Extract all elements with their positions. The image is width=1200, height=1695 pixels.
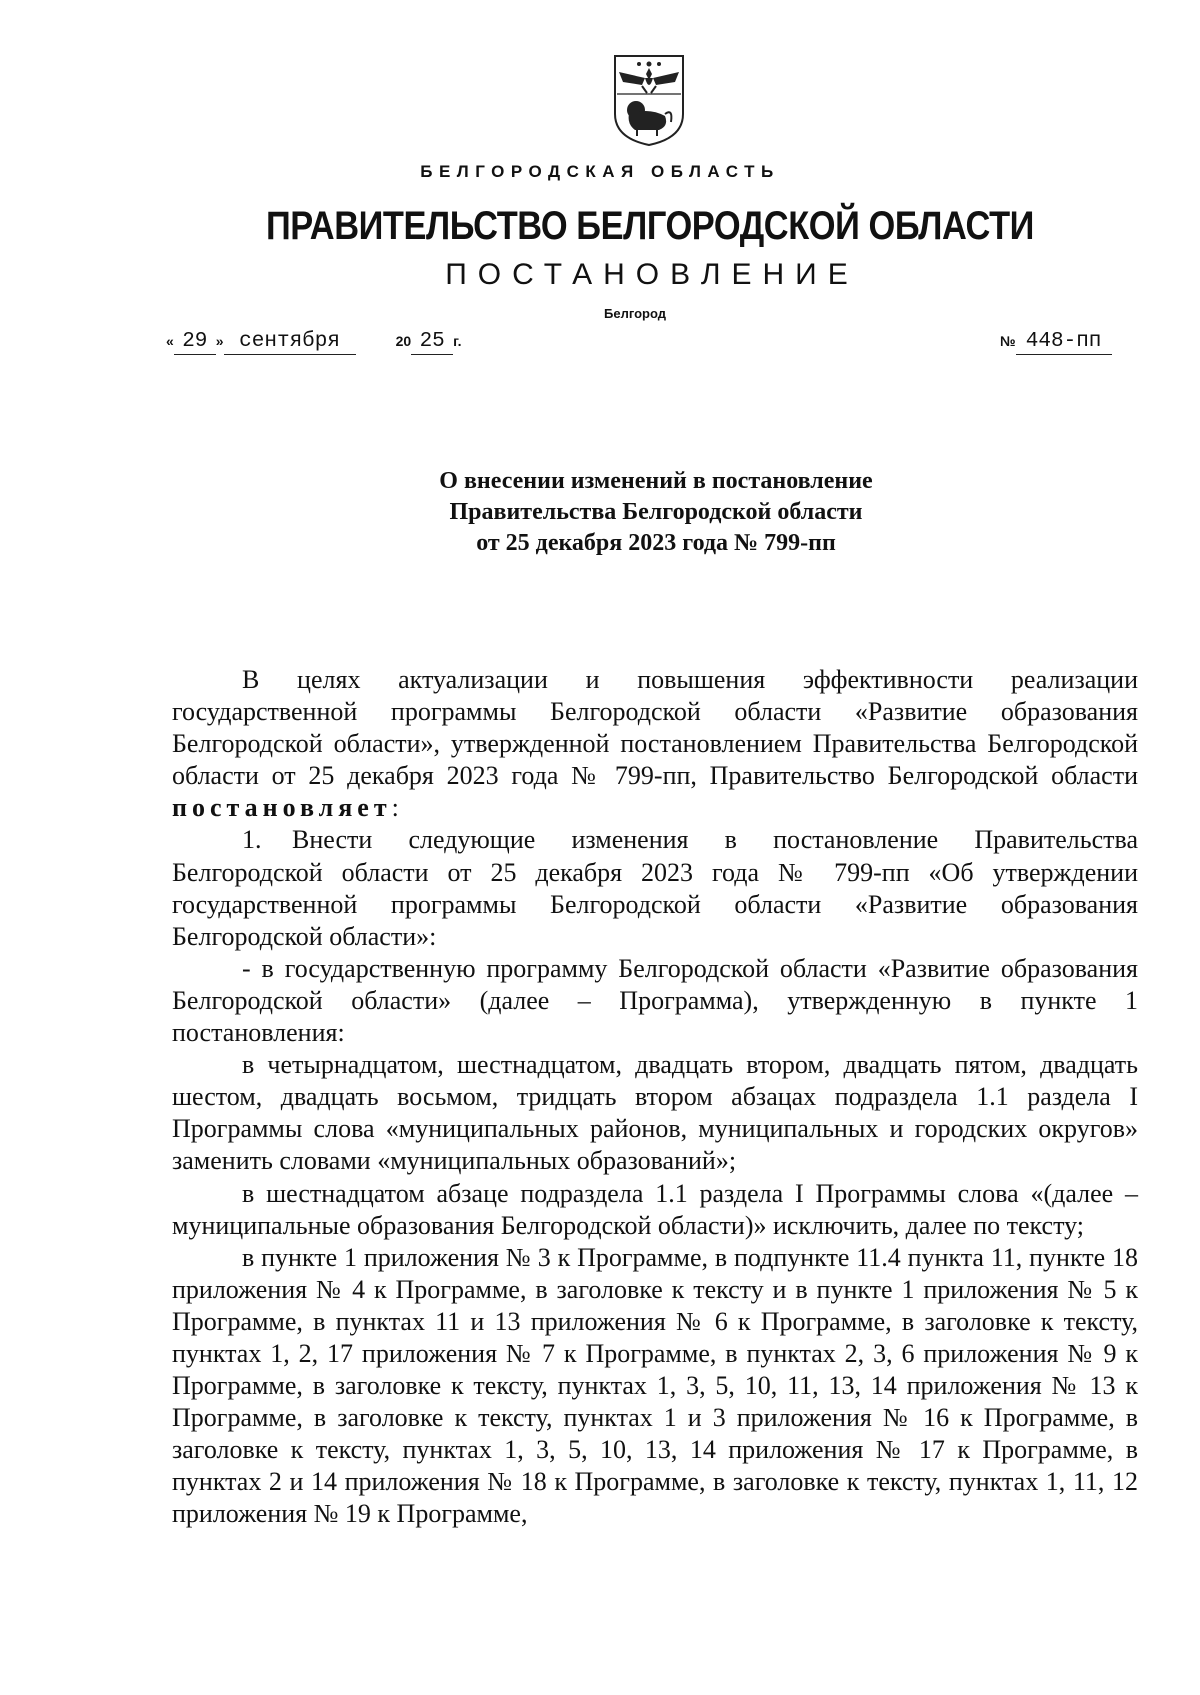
- date-open-quote: «: [166, 333, 174, 349]
- document-type: ПОСТАНОВЛЕНИЕ: [445, 258, 859, 291]
- document-number: [1000, 330, 1112, 355]
- title-line-1: О внесении изменений в постановление: [439, 468, 873, 494]
- preamble-end: :: [391, 793, 399, 823]
- date-year: 25: [411, 330, 453, 355]
- document-body: [172, 664, 1138, 1531]
- paragraph-item-1: [172, 824, 1138, 952]
- date-month: сентября: [224, 330, 356, 355]
- paragraph-6: в пункте 1 приложения № 3 к Программе, в подпункте 11.4 пункта 11, пункте 18 приложения № 4 к Программе, в заголовке к тексту и в пункте 1 приложения № 5 к Программе, в пунктах 11 и 13 приложения № 6 к Программе, в заголовке к тексту, пунктах 1, 2, 17 приложения № 7 к Программе, в пунктах 2, 3, 6 приложения № 9 к Программе, в заголовке к тексту, пунктах 1, 3, 5, 10, 11, 13, 14 приложения № 13 к Программе, в заголовке к тексту, пунктах 1 и 3 приложения № 16 к Программе, в заголовке к тексту, пунктах 1, 3, 5, 10, 13, 14 приложения № 17 к Программе, в пунктах 2 и 14 приложения № 18 к Программе, в заголовке к тексту, пунктах 1, 11, 12 приложения № 19 к Программе,: [172, 1242, 1138, 1529]
- paragraph-3: - в государственную программу Белгородской области «Развитие образования Белгородской области» (далее – Программа), утвержденную в пункте 1 постановления:: [172, 953, 1138, 1048]
- resolves-word: постановляет: [172, 793, 392, 823]
- date-year-suffix: г.: [453, 333, 462, 349]
- title-line-2: Правительства Белгородской области: [449, 499, 863, 525]
- number-value: 448-пп: [1016, 330, 1112, 355]
- region-name: БЕЛГОРОДСКАЯ ОБЛАСТЬ: [420, 162, 780, 181]
- date-day: 29: [174, 330, 216, 355]
- government-name: ПРАВИТЕЛЬСТВО БЕЛГОРОДСКОЙ ОБЛАСТИ: [266, 204, 1034, 248]
- item-number: 1.: [242, 825, 262, 855]
- paragraph-4: в четырнадцатом, шестнадцатом, двадцать втором, двадцать пятом, двадцать шестом, двадцать восьмом, тридцать втором абзацах подраздела 1.1 раздела I Программы слова «муниципальных районов, муниципальных и городских округов» заменить словами «муниципальных образований»;: [172, 1050, 1138, 1176]
- document-date: [166, 330, 462, 355]
- preamble-text: В целях актуализации и повышения эффективности реализации государственной программы Белгородской области «Развитие образования Белгородской области», утвержденной постановлением Правительства Белгородской области от 25 декабря 2023 года № 799-пп, Правительство Белгородской области: [172, 665, 1138, 791]
- coat-of-arms-icon: [609, 52, 689, 148]
- city-name: Белгород: [604, 306, 666, 321]
- paragraph-preamble: [172, 664, 1138, 824]
- date-close-quote: »: [215, 333, 224, 349]
- item-1-text: Внести следующие изменения в постановление Правительства Белгородской области от 25 декабря 2023 года № 799-пп «Об утверждении государственной программы Белгородской области «Развитие образования Белгородской области»:: [172, 825, 1138, 951]
- date-century: 20: [395, 333, 412, 349]
- document-title: [0, 466, 1200, 559]
- number-prefix: №: [1000, 333, 1016, 349]
- title-line-3: от 25 декабря 2023 года № 799-пп: [476, 530, 836, 556]
- paragraph-5: в шестнадцатом абзаце подраздела 1.1 раздела I Программы слова «(далее – муниципальные образования Белгородской области)» исключить, далее по тексту;: [172, 1178, 1138, 1240]
